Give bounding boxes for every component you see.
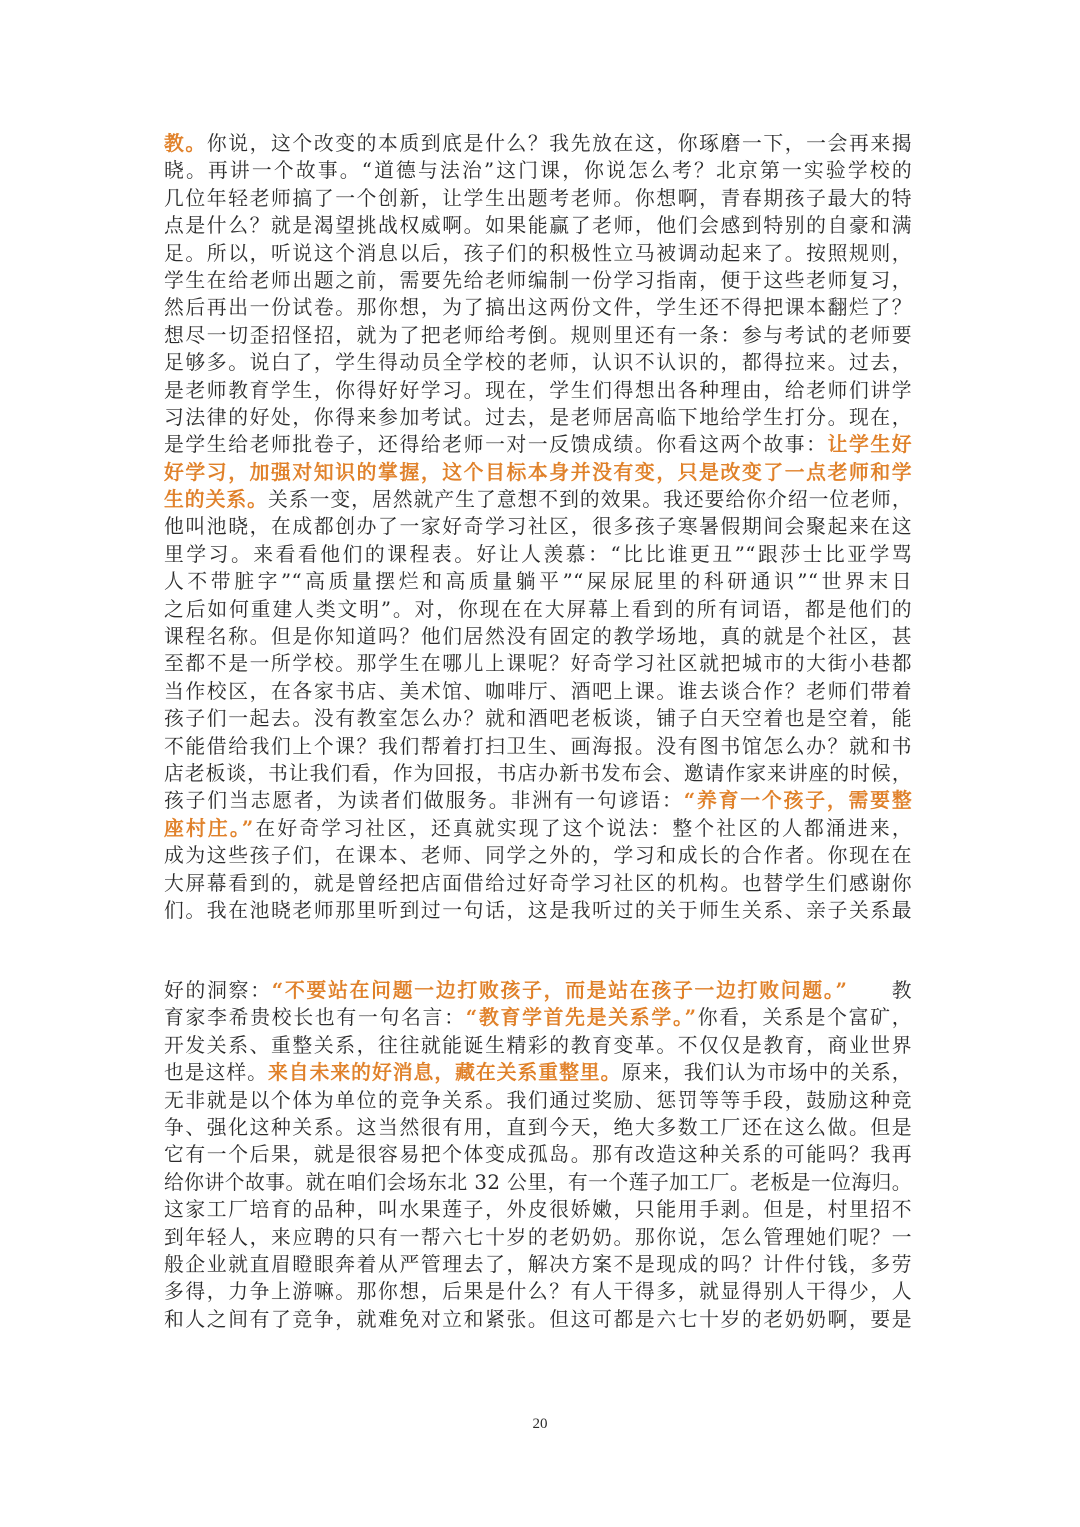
- text-line: [164, 1059, 912, 1086]
- body-text: 习法律的好处，你得来参加考试。过去，是老师居高临下地给学生打分。现在，: [164, 405, 912, 429]
- body-text: 开发关系、重整关系，往往就能诞生精彩的教育变革。不仅仅是教育，商业世界: [164, 1033, 912, 1057]
- body-text: 到年轻人，来应聘的只有一帮六七十岁的老奶奶。那你说，怎么管理她们呢？一: [164, 1225, 912, 1249]
- text-line: [164, 185, 912, 212]
- body-text: 学生在给老师出题之前，需要先给老师编制一份学习指南，便于这些老师复习，: [164, 268, 912, 292]
- body-text: 几位年轻老师搞了一个创新，让学生出题考老师。你想啊，青春期孩子最大的特: [164, 186, 912, 210]
- text-line: [164, 513, 912, 540]
- text-line: [164, 130, 912, 157]
- body-text: 不能借给我们上个课？我们帮着打扫卫生、画海报。没有图书馆怎么办？就和书: [164, 734, 912, 758]
- body-text: 当作校区，在各家书店、美术馆、咖啡厅、酒吧上课。谁去谈合作？老师们带着: [164, 679, 912, 703]
- body-text: 关系一变，居然就产生了意想不到的效果。我还要给你介绍一位老师，: [267, 488, 912, 512]
- body-text: 是老师教育学生，你得好好学习。现在，学生们得想出各种理由，给老师们讲学: [164, 378, 912, 402]
- text-line: [164, 705, 912, 732]
- body-text: 孩子们一起去。没有教室怎么办？就和酒吧老板谈，铺子白天空着也是空着，能: [164, 707, 912, 731]
- text-line: [164, 294, 912, 321]
- body-text: 人不带脏字”“高质量摆烂和高质量躺平”“屎尿屁里的科研通识”“世界末日: [164, 570, 912, 594]
- text-line: [164, 486, 912, 513]
- body-text: 想尽一切歪招怪招，就为了把老师给考倒。规则里还有一条：参与考试的老师要: [164, 323, 912, 347]
- text-line: [164, 760, 912, 787]
- body-text: 这家工厂培育的品种，叫水果莲子，外皮很娇嫩，只能用手剥。但是，村里招不: [164, 1198, 912, 1222]
- text-line: [164, 349, 912, 376]
- body-text: 和人之间有了竞争，就难免对立和紧张。但这可都是六七十岁的老奶奶啊，要是: [164, 1307, 912, 1331]
- body-text: 也是这样。: [164, 1061, 268, 1085]
- body-paragraph-1: [164, 130, 912, 924]
- body-text: 你看，关系是个富矿，: [696, 1006, 912, 1030]
- body-text: 给你讲个故事。就在咱们会场东北 32 公里，有一个莲子加工厂。老板是一位海归。: [164, 1170, 912, 1194]
- highlighted-text: 来自未来的好消息，藏在关系重整里。: [267, 1060, 622, 1085]
- text-line: [164, 1251, 912, 1278]
- body-text: 般企业就直眉瞪眼奔着从严管理去了，解决方案不是现成的吗？计件付钱，多劳: [164, 1252, 912, 1276]
- body-text: 无非就是以个体为单位的竞争关系。我们通过奖励、惩罚等等手段，鼓励这种竞: [164, 1088, 912, 1112]
- text-line: [164, 157, 912, 184]
- body-text: 之后如何重建人类文明”。对，你现在在大屏幕上看到的所有词语，都是他们的: [164, 597, 912, 621]
- body-text: 争、强化这种关系。这当然很有用，直到今天，绝大多数工厂还在这么做。但是: [164, 1115, 912, 1139]
- body-text: 多得，力争上游嘛。那你想，后果是什么？有人干得多，就显得别人干得少，人: [164, 1280, 912, 1304]
- text-line: [164, 377, 912, 404]
- text-line: [164, 623, 912, 650]
- text-line: [164, 459, 912, 486]
- body-text: 原来，我们认为市场中的关系，: [621, 1061, 912, 1085]
- text-line: [164, 1169, 912, 1196]
- body-text: 至都不是一所学校。那学生在哪儿上课呢？好奇学习社区就把城市的大街小巷都: [164, 652, 912, 676]
- highlighted-text: 座村庄。”: [164, 815, 254, 840]
- body-paragraph-2: [164, 977, 912, 1333]
- text-line: [164, 1224, 912, 1251]
- highlighted-text: “不要站在问题一边打败孩子，而是站在孩子一边打败问题。”: [271, 978, 848, 1002]
- body-text: 他叫池晓，在成都创办了一家好奇学习社区，很多孩子寒暑假期间会聚起来在这: [164, 515, 912, 539]
- body-text: 孩子们当志愿者，为读者们做服务。非洲有一句谚语：: [164, 789, 684, 813]
- body-text: 足够多。说白了，学生得动员全学校的老师，认识不认识的，都得拉来。过去，: [164, 351, 912, 375]
- text-line: [164, 322, 912, 349]
- text-line: [164, 678, 912, 705]
- body-text: 育家李希贵校长也有一句名言：: [164, 1006, 466, 1030]
- body-text: 然后再出一份试卷。那你想，为了搞出这两份文件，学生还不得把课本翻烂了？: [164, 296, 912, 320]
- text-line: [164, 897, 912, 924]
- text-line: [164, 815, 912, 842]
- highlighted-text: 好学习，加强对知识的掌握，这个目标本身并没有变，只是改变了一点老师和学: [164, 459, 912, 484]
- body-text: 是学生给老师批卷子，还得给老师一对一反馈成绩。你看这两个故事：: [164, 433, 828, 457]
- text-line: [164, 1306, 912, 1333]
- text-line: [164, 596, 912, 623]
- text-line: [164, 733, 912, 760]
- text-line: [164, 1114, 912, 1141]
- body-text: 好的洞察：: [164, 979, 272, 1002]
- text-line: [164, 541, 912, 568]
- body-text: 点是什么？就是渴望挑战权威啊。如果能赢了老师，他们会感到特别的自豪和满: [164, 214, 912, 238]
- text-line: [164, 1141, 912, 1168]
- text-line: [164, 1278, 912, 1305]
- text-line: [164, 267, 912, 294]
- body-text: 里学习。来看看他们的课程表。好让人羡慕：“比比谁更丑”“跟莎士比亚学骂: [164, 542, 912, 566]
- body-text: 在好奇学习社区，还真就实现了这个说法：整个社区的人都涌进来，: [253, 816, 912, 840]
- text-line: [164, 870, 912, 897]
- body-text: 教: [847, 979, 912, 1002]
- text-line: [164, 1196, 912, 1223]
- body-text: 们。我在池晓老师那里听到过一句话，这是我听过的关于师生关系、亲子关系最: [164, 898, 912, 922]
- text-line: [164, 1004, 912, 1031]
- text-line: [164, 787, 912, 814]
- highlighted-text: 让学生好: [827, 432, 912, 457]
- text-line: [164, 842, 912, 869]
- text-line: [164, 212, 912, 239]
- highlighted-text: 教。: [164, 131, 207, 155]
- text-line: [164, 1087, 912, 1114]
- highlighted-text: 生的关系。: [164, 487, 268, 512]
- text-line: [164, 977, 912, 1004]
- page-number: 20: [532, 1416, 548, 1432]
- text-line: [164, 431, 912, 458]
- body-text: 你说，这个改变的本质到底是什么？我先放在这，你琢磨一下，一会再来揭: [206, 132, 912, 155]
- highlighted-text: “教育学首先是关系学。”: [465, 1005, 697, 1030]
- body-text: 晓。再讲一个故事。“道德与法治”这门课，你说怎么考？北京第一实验学校的: [164, 159, 912, 183]
- text-line: [164, 568, 912, 595]
- body-text: 课程名称。但是你知道吗？他们居然没有固定的教学场地，真的就是个社区，甚: [164, 625, 912, 649]
- text-line: [164, 240, 912, 267]
- body-text: 足。所以，听说这个消息以后，孩子们的积极性立马被调动起来了。按照规则，: [164, 241, 912, 265]
- text-line: [164, 650, 912, 677]
- text-line: [164, 1032, 912, 1059]
- body-text: 大屏幕看到的，就是曾经把店面借给过好奇学习社区的机构。也替学生们感谢你: [164, 871, 912, 895]
- body-text: 成为这些孩子们，在课本、老师、同学之外的，学习和成长的合作者。你现在在: [164, 844, 912, 868]
- text-line: [164, 404, 912, 431]
- highlighted-text: “养育一个孩子，需要整: [683, 788, 912, 813]
- body-text: 店老板谈，书让我们看，作为回报，书店办新书发布会、邀请作家来讲座的时候，: [164, 761, 912, 785]
- body-text: 它有一个后果，就是很容易把个体变成孤岛。那有改造这种关系的可能吗？我再: [164, 1143, 912, 1167]
